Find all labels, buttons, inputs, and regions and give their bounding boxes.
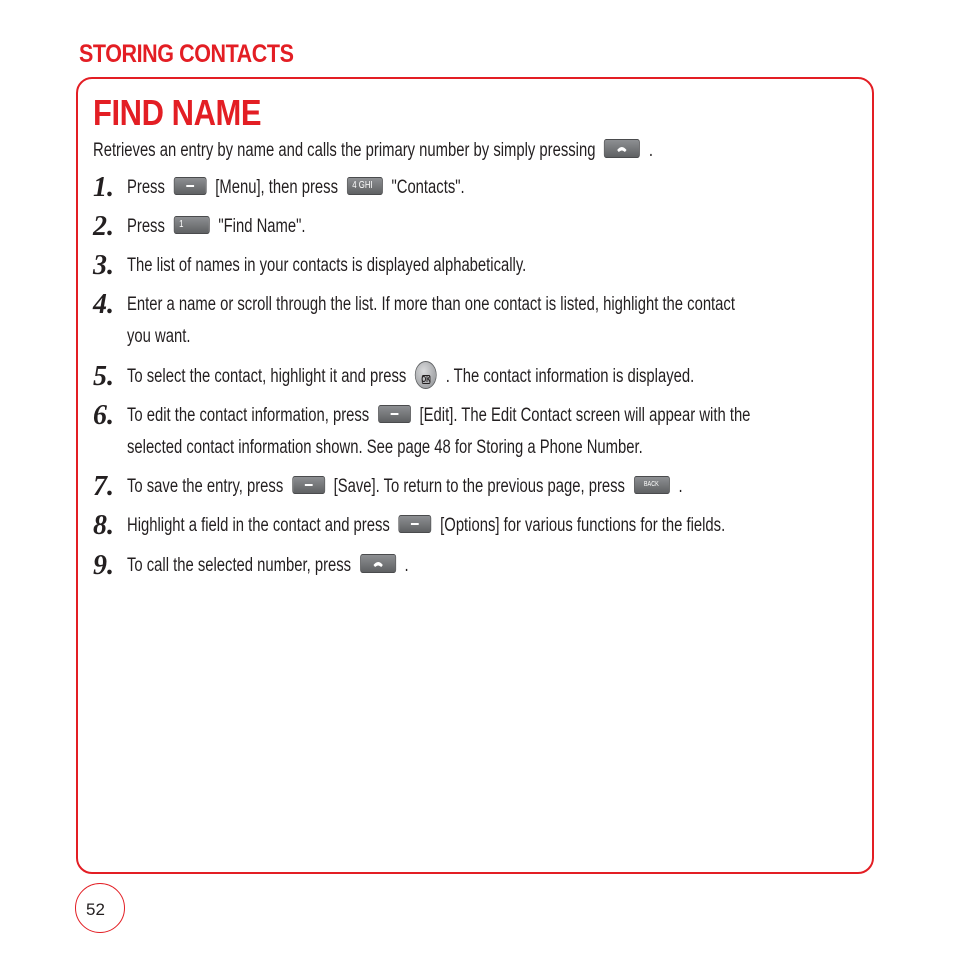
step-text-part: [Options] for various functions for the fields. [440,515,726,536]
step-text-line: you want. [127,326,191,347]
intro-text: Retrieves an entry by name and calls the primary number by simply pressing [93,140,596,161]
send-key-icon [604,139,640,158]
step-text-part: . [678,476,683,497]
step-text-line: selected contact information shown. See page 48 for Storing a Phone Number. [127,437,643,458]
step-text-part: To edit the contact information, press [127,405,370,426]
step-text-part: To call the selected number, press [127,555,352,576]
step-text-part: "Find Name". [218,216,306,237]
soft-key-icon [174,177,207,195]
step-text-line: Enter a name or scroll through the list. If more than one contact is listed, highlight the contact [127,294,735,315]
step-number: 8. [93,510,114,541]
intro-end: . [648,140,654,161]
step-number: 7. [93,471,114,502]
step-text [127,172,852,204]
step-number: 3. [93,250,114,281]
camera-icon [422,375,431,384]
section-title: STORING CONTACTS [79,40,294,68]
step-text [127,211,852,243]
step-text-part: "Contacts". [391,177,465,198]
soft-key-icon [292,476,325,494]
step-text [127,471,852,503]
step-text-part: [Edit]. The Edit Contact screen will appear with the [419,405,751,426]
step-text-part: . The contact information is displayed. [445,366,695,387]
step-text-part: To select the contact, highlight it and press [127,366,407,387]
step-text-part: Highlight a field in the contact and press [127,515,390,536]
send-key-icon [360,554,396,573]
page-number: 52 [86,900,105,919]
step-text [127,289,852,353]
step-number: 5. [93,361,114,392]
step-number: 4. [93,289,114,320]
step-text [127,550,852,582]
key-4-icon: 4 GHI [347,177,383,195]
step-text: The list of names in your contacts is displayed alphabetically. [127,255,527,276]
step-text-part: To save the entry, press [127,476,284,497]
soft-key-icon [399,515,432,533]
step-text-part: [Save]. To return to the previous page, press [333,476,625,497]
key-1-icon: 1 [174,216,210,234]
step-text-part: . [404,555,409,576]
step-text [127,400,852,464]
step-number: 9. [93,550,114,581]
step-number: 2. [93,211,114,242]
back-key-icon: BACK [634,476,670,494]
step-number: 1. [93,172,114,203]
step-text-part: [Menu], then press [215,177,339,198]
step-text [127,361,852,393]
soft-key-icon [378,405,411,423]
step-text [127,510,852,542]
step-text-part: Press [127,177,165,198]
step-text-line [127,400,852,432]
page-title: FIND NAME [93,92,262,133]
intro-paragraph [93,139,653,163]
ok-key-icon: OK [415,361,437,389]
step-number: 6. [93,400,114,431]
step-text-part: Press [127,216,165,237]
